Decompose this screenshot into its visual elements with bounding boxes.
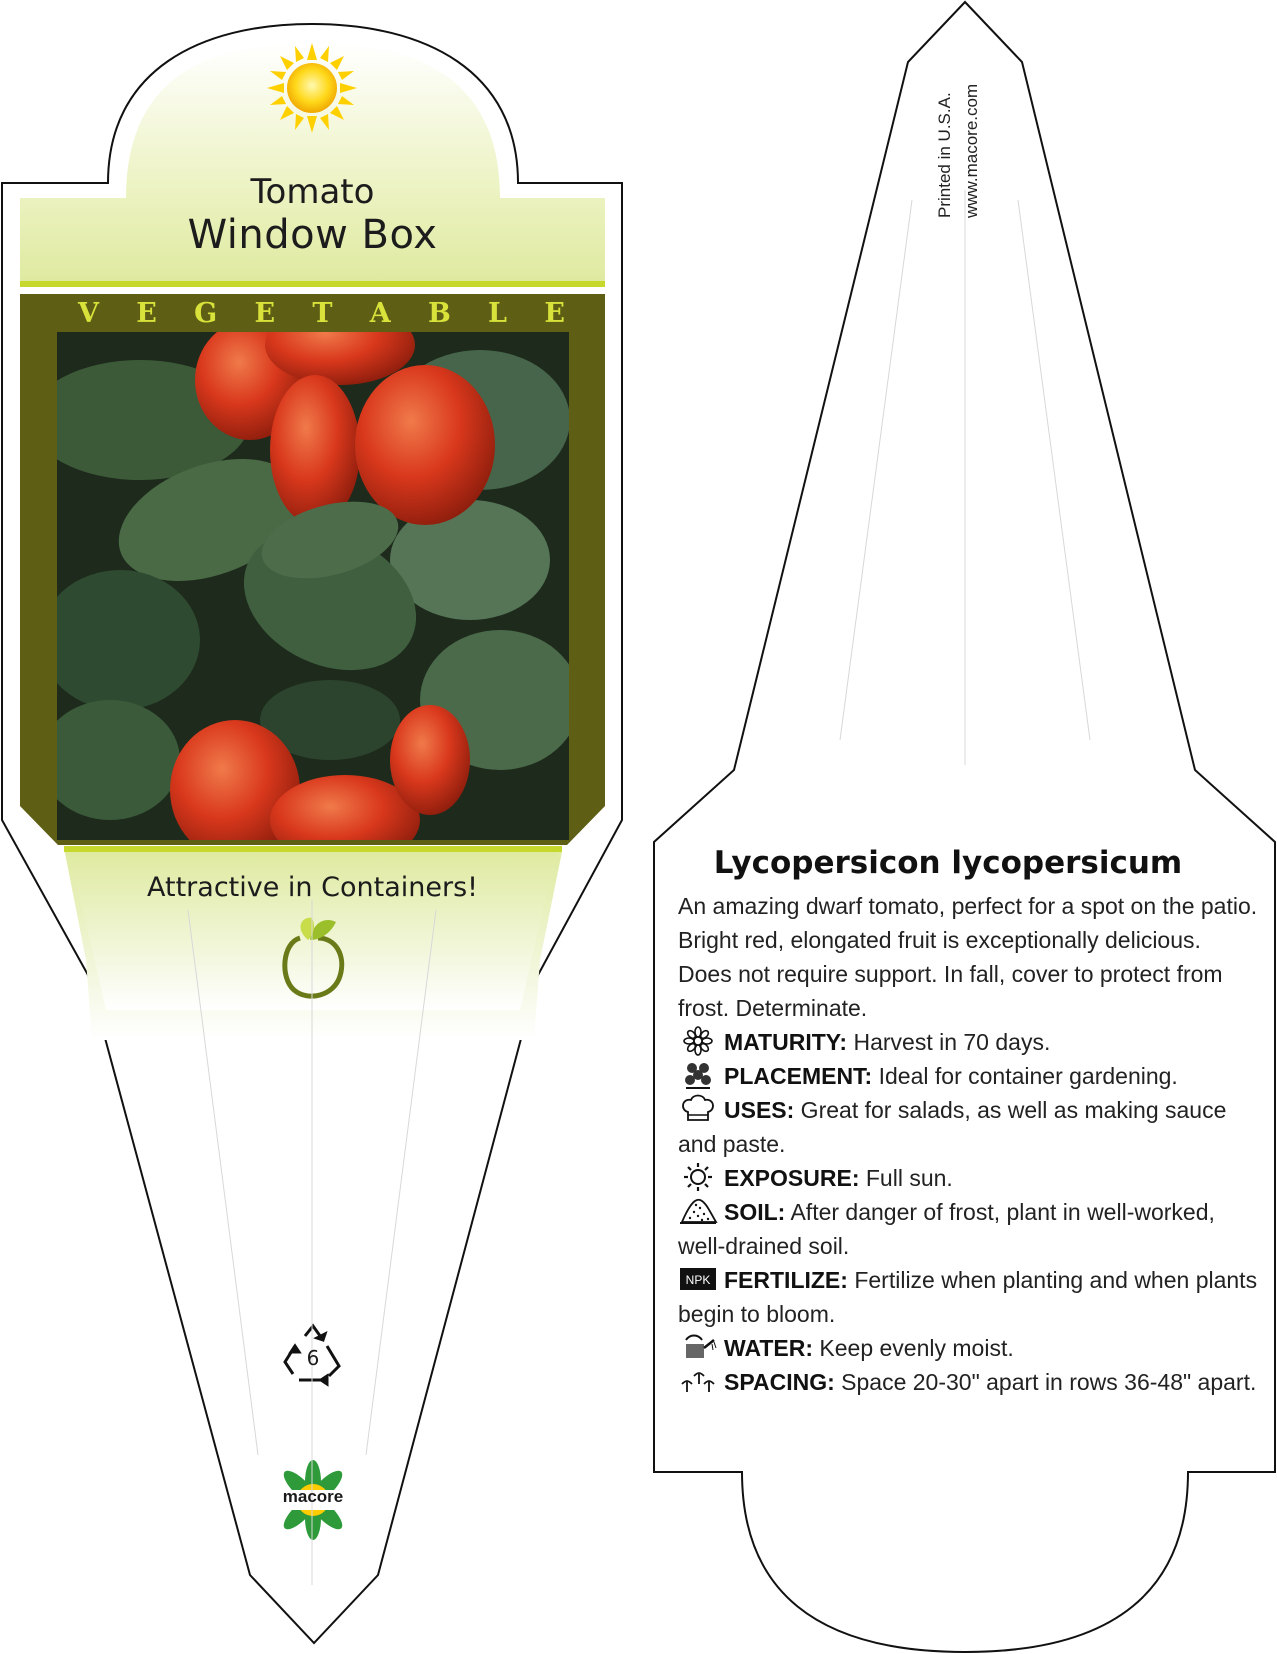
category-letter: A <box>369 298 391 329</box>
spec-text: Full sun. <box>859 1165 953 1191</box>
category-letter: E <box>254 298 276 329</box>
spec-spacing <box>678 1365 1258 1399</box>
sun-outline-icon <box>678 1162 718 1192</box>
category-letter: L <box>488 298 508 329</box>
tomato-photo <box>30 305 580 865</box>
chef-hat-icon <box>678 1094 718 1124</box>
flower-icon <box>678 1026 718 1056</box>
spec-text: Space 20-30" apart in rows 36-48" apart. <box>834 1369 1257 1395</box>
spec-text: After danger of frost, plant in well-worked, well-drained soil. <box>678 1199 1215 1259</box>
spec-label: SPACING: <box>724 1369 835 1395</box>
spec-uses <box>678 1093 1258 1161</box>
watering-can-icon <box>678 1332 718 1362</box>
spec-placement <box>678 1059 1258 1093</box>
npk-icon <box>678 1264 718 1294</box>
soil-pile-icon <box>678 1196 718 1226</box>
spec-label: FERTILIZE: <box>724 1267 848 1293</box>
category-band <box>20 296 605 332</box>
spec-fertilize <box>678 1263 1258 1331</box>
spec-text: Ideal for container gardening. <box>872 1063 1178 1089</box>
care-instructions <box>678 845 1258 1399</box>
spec-text: Keep evenly moist. <box>813 1335 1014 1361</box>
category-letter: G <box>194 298 218 329</box>
spec-label: WATER: <box>724 1335 814 1361</box>
plant-cluster-icon <box>678 1060 718 1090</box>
variety-name: Window Box <box>187 212 438 258</box>
category-letter: T <box>312 298 333 329</box>
spec-text: Fertilize when planting and when plants begin to bloom. <box>678 1267 1258 1327</box>
printed-note: Printed in U.S.A. <box>935 92 954 218</box>
spec-label: EXPOSURE: <box>724 1165 860 1191</box>
sun-icon <box>267 43 357 133</box>
category-letter: B <box>427 298 451 329</box>
brand-name: macore <box>282 1487 344 1506</box>
spec-water <box>678 1331 1258 1365</box>
website-url: www.macore.com <box>962 83 981 218</box>
common-name: Tomato <box>250 172 375 212</box>
recycle-number: 6 <box>306 1346 320 1370</box>
spacing-icon <box>678 1366 718 1396</box>
category-letter: V <box>78 298 99 329</box>
spec-soil <box>678 1195 1258 1263</box>
spec-label: PLACEMENT: <box>724 1063 873 1089</box>
svg-text:NPK: NPK <box>685 1273 711 1287</box>
spec-label: USES: <box>724 1097 795 1123</box>
botanical-name: Lycopersicon lycopersicum <box>713 845 1183 881</box>
spec-text: Harvest in 70 days. <box>847 1029 1051 1055</box>
description: An amazing dwarf tomato, perfect for a spot on the patio. Bright red, elongated fruit is exceptionally delicious. Does not require support. In fall, cover to protect from frost. Determinate. <box>678 893 1258 1021</box>
spec-text: Great for salads, as well as making sauce and paste. <box>678 1097 1227 1157</box>
spec-maturity <box>678 1025 1258 1059</box>
spec-label: SOIL: <box>724 1199 786 1225</box>
category-letter: E <box>544 298 565 329</box>
tagline: Attractive in Containers! <box>147 872 478 903</box>
spec-exposure <box>678 1161 1258 1195</box>
spec-label: MATURITY: <box>724 1029 848 1055</box>
category-letter: E <box>136 298 157 329</box>
